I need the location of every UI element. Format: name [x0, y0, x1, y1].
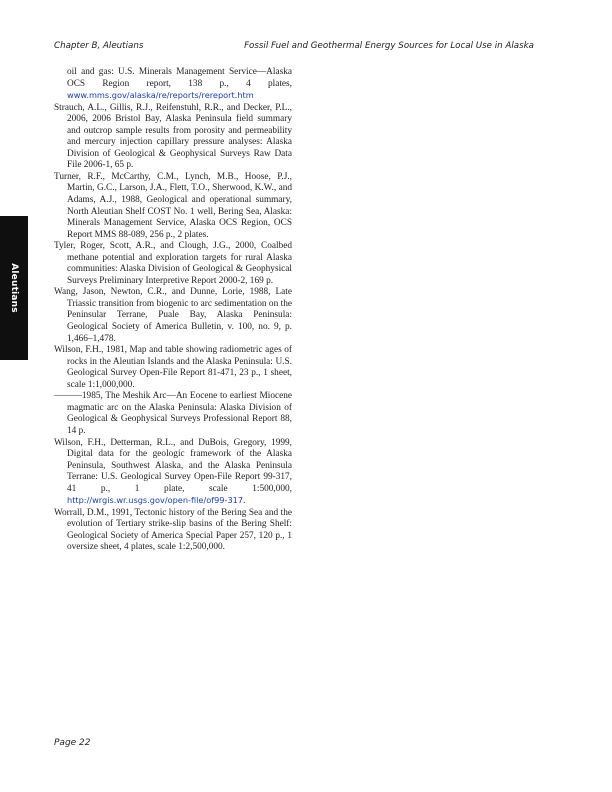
reference-entry: [54, 287, 292, 345]
reference-list: [54, 67, 292, 554]
reference-text: Wilson, F.H., Detterman, R.L., and DuBois, Gregory, 1999, Digital data for the geologic framework of the Alaska Peninsula, Southwest Alaska, and the Alaska Peninsula Terrane: U.S. Geological Survey Open-File Report 99-317, 41 p., 1 plate, scale 1:500,000,: [54, 437, 292, 494]
reference-entry: [54, 438, 292, 508]
reference-link[interactable]: http://wrgis.wr.usgs.gov/open-file/of99-317: [67, 495, 244, 506]
section-side-tab: [0, 216, 28, 360]
page-number: Page 22: [54, 738, 91, 748]
reference-text: Wilson, F.H., 1981, Map and table showing radiometric ages of rocks in the Aleutian Islands and the Alaska Peninsula: U.S. Geological Survey Open-File Report 81-471, 23 p., 1 sheet, scale 1:1,000,000.: [54, 345, 292, 390]
reference-link[interactable]: www.mms.gov/alaska/re/reports/rereport.htm: [67, 90, 254, 101]
reference-text: ———1985, The Meshik Arc—An Eocene to earliest Miocene magmatic arc on the Alaska Peninsula: Alaska Division of Geological & Geophysical Surveys Professional Report 88, 14 p.: [54, 391, 292, 436]
reference-text: Turner, R.F., McCarthy, C.M., Lynch, M.B., Hoose, P.J., Martin, G.C., Larson, J.A., Flett, T.O., Sherwood, K.W., and Adams, A.J., 1988, Geological and operational summary, North Aleutian Shelf COST No. 1 well, Bering Sea, Alaska: Minerals Management Service, Alaska OCS Region, OCS Report MMS 88-089, 256 p., 2 plates.: [54, 171, 292, 240]
reference-entry: [54, 172, 292, 241]
running-header-right: Fossil Fuel and Geothermal Energy Sources for Local Use in Alaska: [244, 41, 534, 51]
reference-entry: [54, 508, 292, 554]
side-tab-label: Aleutians: [9, 263, 19, 313]
reference-text: Wang, Jason, Newton, C.R., and Dunne, Lorie, 1988, Late Triassic transition from biogenic to arc sedimentation on the Peninsular Terrane, Puale Bay, Alaska Peninsula: Geological Society of America Bulletin, v. 100, no. 9, p. 1,466–1,478.: [54, 287, 292, 344]
reference-text-end: .: [243, 496, 246, 507]
reference-entry: [54, 345, 292, 391]
reference-entry: [54, 103, 292, 172]
running-header-left: Chapter B, Aleutians: [54, 41, 144, 51]
reference-text: oil and gas: U.S. Minerals Management Service—Alaska OCS Region report, 138 p., 4 plates,: [67, 67, 292, 89]
reference-text: Tyler, Roger, Scott, A.R., and Clough, J.G., 2000, Coalbed methane potential and exploration targets for rural Alaska communities: Alaska Division of Geological & Geophysical Surveys Preliminary Interpretive Report 2000-2, 169 p.: [54, 241, 292, 286]
reference-entry: [54, 391, 292, 437]
reference-entry: [54, 67, 292, 103]
reference-entry: [54, 241, 292, 287]
reference-text: Worrall, D.M., 1991, Tectonic history of the Bering Sea and the evolution of Tertiary strike-slip basins of the Bering Shelf: Geological Society of America Special Paper 257, 120 p., 1 oversize sheet, 4 plates, scale 1:2,500,000.: [54, 507, 292, 553]
reference-text: Strauch, A.L., Gillis, R.J., Reifenstuhl, R.R., and Decker, P.L., 2006, 2006 Bristol Bay, Alaska Peninsula field summary and outcrop sample results from porosity and permeability and mercury injection capillary pressure analyses: Alaska Division of Geological & Geophysical Surveys Raw Data File 2006-1, 65 p.: [54, 102, 292, 171]
